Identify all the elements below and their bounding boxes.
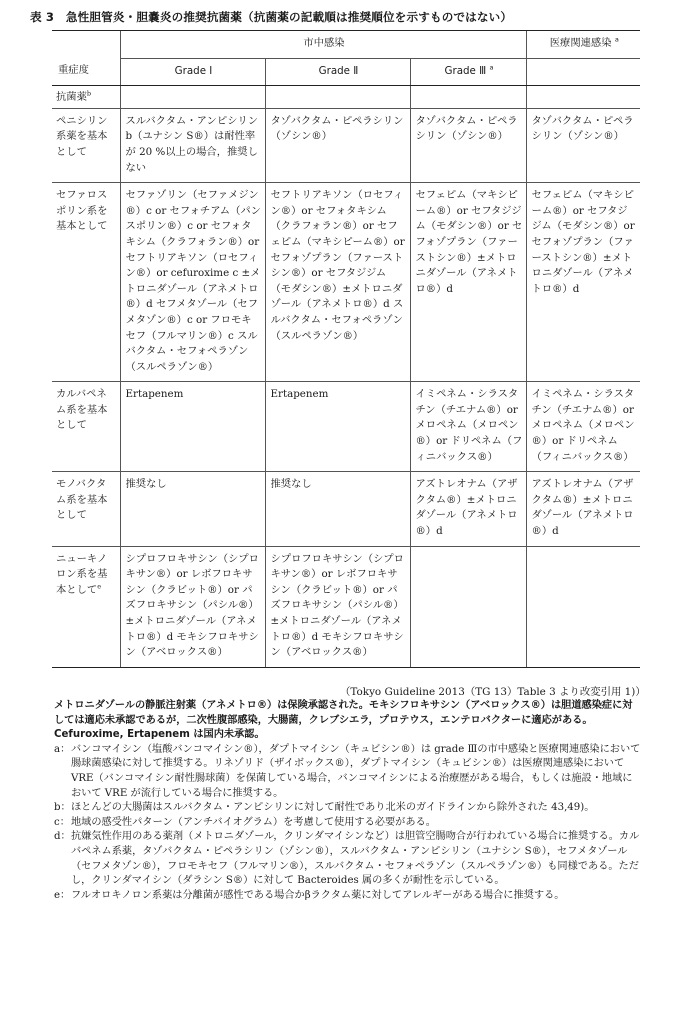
- table-row: [52, 382, 640, 472]
- cell-healthcare: イミペネム・シラスタチン（チエナム®）or メロペネム（メロペン®）or ドリペネム（フィニバックス®）: [526, 382, 640, 472]
- row-label: セファロスポリン系を基本として: [52, 183, 120, 382]
- cell-grade-3: セフェピム（マキシピーム®）or セフタジジム（モダシン®）or セフォゾプラン（ファーストシン®）±メトロニダゾール（アネメトロ®）d: [410, 183, 526, 382]
- cell-grade-2: セフトリアキソン（ロセフィン®）or セフォタキシム（クラフォラン®）or セフェピム（マキシピーム®）or セフォゾプラン（ファーストシン®）or セフタジジム（モダシン®）±メトロニダゾール（アネメトロ®）d スルバクタム・セフォペラゾン（スルペラゾン®）: [265, 183, 410, 382]
- row-label: カルバペネム系を基本として: [52, 382, 120, 472]
- table-row: [52, 108, 640, 182]
- bold-note: メトロニダゾールの静脈注射薬（アネメトロ®）は保険承認された。モキシフロキサシン（アベロックス®）は胆道感染症に対しては適応未承認であるが，二次性腹部感染，大腸菌，クレブシエラ，プロテウス，エンテロバクターに適応がある。Cefuroxime, Ertapenem は国内未承認。: [54, 700, 633, 741]
- cell-grade-1: Ertapenem: [120, 382, 265, 472]
- header-grade-2: Grade Ⅱ: [265, 58, 410, 86]
- blank-cell: [120, 86, 265, 109]
- header-healthcare: 医療関連感染 $^a$: [526, 31, 640, 59]
- cell-grade-2: タゾバクタム・ピペラシリン（ゾシン®）: [265, 108, 410, 182]
- cell-grade-1: 推奨なし: [120, 472, 265, 546]
- row-antibacterial: [52, 86, 640, 109]
- cell-grade-1: スルバクタム・アンピシリン b（ユナシン S®）は耐性率が 20 %以上の場合，推奨しない: [120, 108, 265, 182]
- row-label: モノバクタム系を基本として: [52, 472, 120, 546]
- header-severity: 重症度: [52, 58, 120, 86]
- cell-grade-1: セファゾリン（セファメジン®）c or セフォチアム（パンスポリン®）c or セフォタキシム（クラフォラン®）or セフトリアキソン（ロセフィン®）or cefuroxime c ±メトロニダゾール（アネメトロ®）d セフメタゾール（セフメタゾン®）c or フロモキセフ（フルマリン®）c スルバクタム・セフォペラゾン（スルペラゾン®）: [120, 183, 265, 382]
- cell-grade-1: シプロフロキサシン（シプロキサン®）or レボフロキサシン（クラビット®）or パズフロキサシン（パシル®）±メトロニダゾール（アネメトロ®）d モキシフロキサシン（アベロックス®）: [120, 546, 265, 667]
- cell-grade-3: [410, 546, 526, 667]
- cell-grade-3: タゾバクタム・ピペラシリン（ゾシン®）: [410, 108, 526, 182]
- blank-cell: [526, 86, 640, 109]
- blank-cell: [410, 86, 526, 109]
- cell-healthcare: タゾバクタム・ピペラシリン（ゾシン®）: [526, 108, 640, 182]
- cell-grade-3: イミペネム・シラスタチン（チエナム®）or メロペネム（メロペン®）or ドリペネム（フィニバックス®）: [410, 382, 526, 472]
- footnote-e: e： フルオロキノロン系薬は分離菌が感性である場合かβラクタム薬に対してアレルギーがある場合に推奨する。: [54, 889, 565, 901]
- header-blank: [52, 31, 120, 59]
- antibiotics-table: [52, 30, 640, 668]
- blank-cell: [265, 86, 410, 109]
- table-title: 表 3 急性胆管炎・胆嚢炎の推奨抗菌薬（抗菌薬の記載順は推奨順位を示すものではない）: [30, 10, 513, 24]
- header-healthcare-blank: [526, 58, 640, 86]
- header-row-2: [52, 58, 640, 86]
- header-community: 市中感染: [120, 31, 526, 59]
- table-row: [52, 183, 640, 382]
- header-grade-1: Grade Ⅰ: [120, 58, 265, 86]
- table-row: [52, 546, 640, 667]
- cell-healthcare: [526, 546, 640, 667]
- header-grade-3: Grade Ⅲ $^a$: [410, 58, 526, 86]
- footnote-b: b： ほとんどの大腸菌はスルバクタム・アンピシリンに対して耐性であり北米のガイドラインから除外された 43,49)。: [54, 802, 595, 814]
- citation: （Tokyo Guideline 2013（TG 13）Table 3 より改変引用 1)）: [340, 686, 646, 698]
- cell-healthcare: セフェピム（マキシピーム®）or セフタジジム（モダシン®）or セフォゾプラン（ファーストシン®）±メトロニダゾール（アネメトロ®）d: [526, 183, 640, 382]
- cell-grade-2: Ertapenem: [265, 382, 410, 472]
- cell-grade-3: アズトレオナム（アザクタム®）±メトロニダゾール（アネメトロ®）d: [410, 472, 526, 546]
- row-label: ペニシリン系薬を基本として: [52, 108, 120, 182]
- row-label: ニューキノロン系を基本として$^e$: [52, 546, 120, 667]
- antibacterial-label: 抗菌薬$^b$: [56, 89, 92, 104]
- notes: [54, 699, 642, 903]
- cell-grade-2: 推奨なし: [265, 472, 410, 546]
- cell-healthcare: アズトレオナム（アザクタム®）±メトロニダゾール（アネメトロ®）d: [526, 472, 640, 546]
- footnote-d: d： 抗嫌気性作用のある薬剤（メトロニダゾール，クリンダマイシンなど）は胆管空腸吻合が行われている場合に推奨する。カルバペネム系薬，タゾバクタム・ピペラシリン（ゾシン®），スルバクタム・アンピシリン（ユナシン S®），セフメタゾール（セフメタゾン®），フロモキセフ（フルマリン®），スルバクタム・セフォペラゾン（スルペラゾン®）も同様である。ただし，クリンダマイシン（ダラシン S®）に対して Bacteroides 属の多くが耐性を示している。: [54, 831, 640, 887]
- header-row-1: [52, 31, 640, 59]
- cell-grade-2: シプロフロキサシン（シプロキサン®）or レボフロキサシン（クラビット®）or パズフロキサシン（パシル®）±メトロニダゾール（アネメトロ®）d モキシフロキサシン（アベロックス®）: [265, 546, 410, 667]
- footnote-a: a： バンコマイシン（塩酸バンコマイシン®），ダプトマイシン（キュビシン®）は grade Ⅲの市中感染と医療関連感染において腸球菌感染に対して推奨する。リネゾリド（ザイボックス®），ダプトマイシン（キュビシン®）は医療関連感染において VRE（バンコマイシン耐性腸球菌）を保菌している場合，バンコマイシンによる治療歴がある場合，もしくは施設・地域において VRE が流行している場合に推奨する。: [54, 743, 641, 799]
- footnote-c: c： 地域の感受性パターン（アンチバイオグラム）を考慮して使用する必要がある。: [54, 816, 436, 828]
- table-row: [52, 472, 640, 546]
